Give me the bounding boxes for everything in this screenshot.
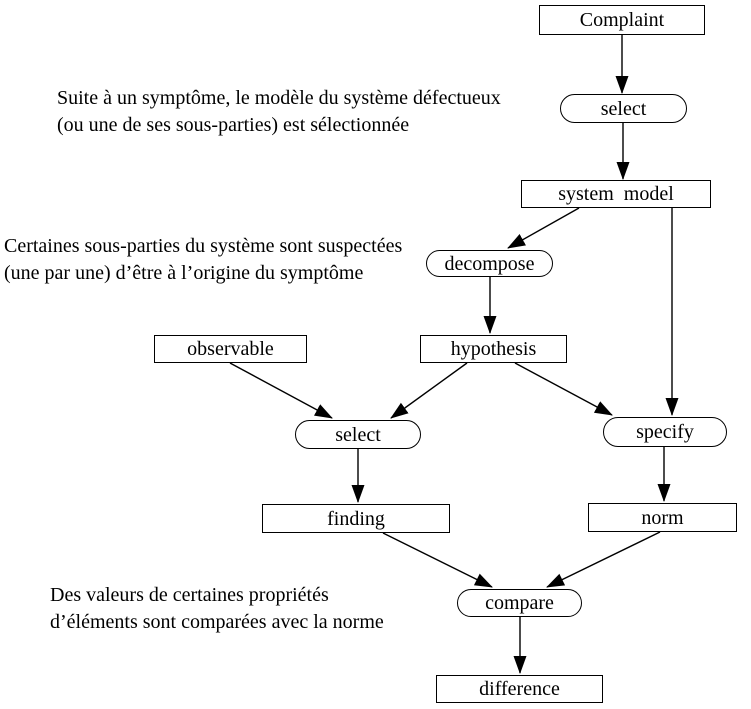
node-label-system-model: system model [558,183,674,205]
node-hypothesis [420,335,567,363]
node-label-specify: specify [636,421,694,443]
node-observable [154,335,307,363]
edge-finding-to-compare [383,533,492,587]
node-difference [436,675,603,703]
node-system-model [521,180,711,208]
node-label-hypothesis: hypothesis [450,338,537,360]
node-select-2 [295,420,421,449]
node-label-select-1: select [600,97,647,120]
node-label-complaint: Complaint [579,9,665,31]
node-finding [262,504,450,533]
node-label-decompose: decompose [444,252,535,275]
node-select-1 [560,94,687,123]
node-label-difference: difference [479,678,560,700]
node-complaint [539,5,705,35]
node-compare [457,589,582,617]
annotation-select-model-line-2: (ou une de ses sous-parties) est sélectionnée [57,114,410,136]
node-label-finding: finding [327,507,385,530]
annotation-compare-norm-line-2: d’éléments sont comparées avec la norme [50,611,384,633]
edge-system-model-to-decompose [508,208,579,248]
annotation-suspected-subparts [4,233,402,287]
edge-observable-to-select2 [230,363,332,418]
annotation-suspected-subparts-line-1: Certaines sous-parties du système sont suspectées [4,235,403,257]
node-label-select-2: select [335,423,381,446]
node-norm [588,503,737,532]
node-decompose [426,250,553,277]
node-label-observable: observable [187,338,274,360]
annotation-compare-norm-line-1: Des valeurs de certaines propriétés [50,584,329,606]
node-label-norm: norm [641,506,684,529]
edge-hypothesis-to-specify [515,363,612,415]
edge-hypothesis-to-select2 [391,363,467,418]
annotation-select-model-line-1: Suite à un symptôme, le modèle du système défectueux [57,87,501,109]
edge-norm-to-compare [547,532,660,587]
annotation-select-model [57,85,501,139]
node-specify [603,417,727,447]
annotation-suspected-subparts-line-2: (une par une) d’être à l’origine du symptôme [4,262,364,284]
node-label-compare: compare [485,592,554,614]
annotation-compare-norm [50,582,384,636]
